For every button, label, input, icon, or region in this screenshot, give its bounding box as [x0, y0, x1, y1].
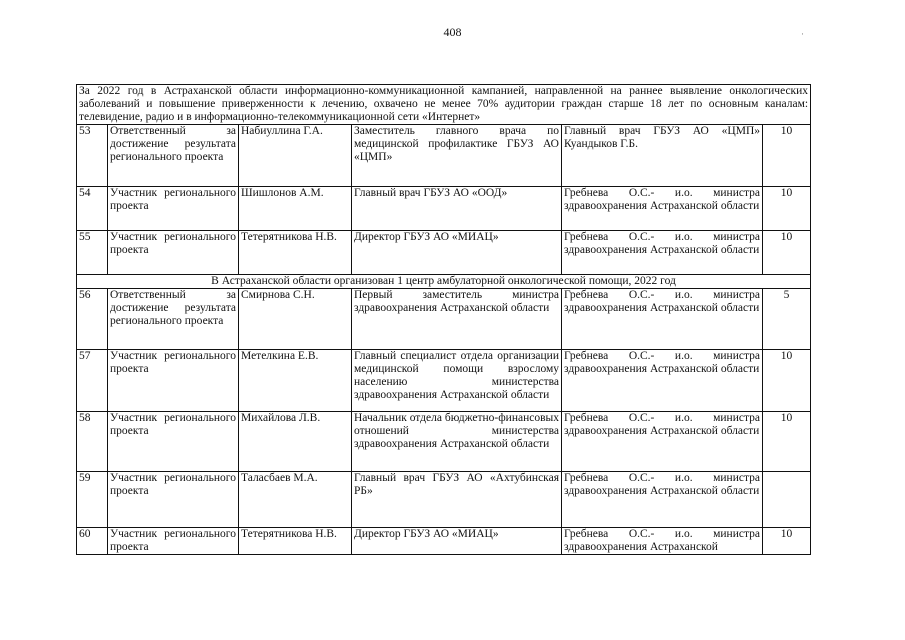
row-role: Участник регионального проекта	[108, 472, 239, 528]
row-responsible: Гребнева О.С.- и.о. министра здравоохранения Астраханской области	[562, 350, 763, 412]
row-role: Ответственный за достижение результата регионального проекта	[108, 125, 239, 187]
row-name: Тетерятникова Н.В.	[239, 528, 352, 555]
table-row	[77, 125, 811, 187]
row-position: Главный врач ГБУЗ АО «Ахтубинская РБ»	[352, 472, 562, 528]
row-position: Главный врач ГБУЗ АО «ООД»	[352, 187, 562, 231]
section-row	[77, 275, 811, 289]
row-role: Участник регионального проекта	[108, 231, 239, 275]
table-row	[77, 412, 811, 472]
row-score: 10	[763, 231, 811, 275]
table-row	[77, 187, 811, 231]
row-position: Директор ГБУЗ АО «МИАЦ»	[352, 231, 562, 275]
row-position: Начальник отдела бюджетно-финансовых отношений министерства здравоохранения Астраханской области	[352, 412, 562, 472]
row-score: 10	[763, 528, 811, 555]
row-name: Набиуллина Г.А.	[239, 125, 352, 187]
row-number: 53	[77, 125, 108, 187]
row-name: Шишлонов А.М.	[239, 187, 352, 231]
table-row	[77, 350, 811, 412]
row-position: Директор ГБУЗ АО «МИАЦ»	[352, 528, 562, 555]
row-number: 55	[77, 231, 108, 275]
header-row	[77, 85, 811, 125]
row-responsible: Гребнева О.С.- и.о. министра здравоохранения Астраханской области	[562, 231, 763, 275]
row-name: Тетерятникова Н.В.	[239, 231, 352, 275]
row-number: 58	[77, 412, 108, 472]
row-name: Михайлова Л.В.	[239, 412, 352, 472]
section-title: В Астраханской области организован 1 центр амбулаторной онкологической помощи, 2022 год	[77, 275, 811, 289]
row-score: 10	[763, 412, 811, 472]
row-role: Участник регионального проекта	[108, 350, 239, 412]
row-responsible: Гребнева О.С.- и.о. министра здравоохранения Астраханской области	[562, 289, 763, 350]
row-role: Ответственный за достижение результата регионального проекта	[108, 289, 239, 350]
row-name: Метелкина Е.В.	[239, 350, 352, 412]
corner-mark: ·	[801, 29, 804, 39]
row-role: Участник регионального проекта	[108, 412, 239, 472]
row-responsible: Гребнева О.С.- и.о. министра здравоохранения Астраханской области	[562, 187, 763, 231]
row-number: 60	[77, 528, 108, 555]
row-score: 10	[763, 350, 811, 412]
row-score	[763, 472, 811, 528]
table-row	[77, 528, 811, 555]
table-row	[77, 231, 811, 275]
row-number: 57	[77, 350, 108, 412]
row-role: Участник регионального проекта	[108, 187, 239, 231]
row-responsible: Главный врач ГБУЗ АО «ЦМП» Куандыков Г.Б.	[562, 125, 763, 187]
row-responsible: Гребнева О.С.- и.о. министра здравоохранения Астраханской	[562, 528, 763, 555]
table-row	[77, 289, 811, 350]
table-row	[77, 472, 811, 528]
row-score: 5	[763, 289, 811, 350]
page-number: 408	[443, 25, 462, 39]
row-score: 10	[763, 125, 811, 187]
header-text: За 2022 год в Астраханской области информационно-коммуникационной кампанией, направленной на раннее выявление онкологических заболеваний и повышение приверженности к лечению, охвачено не менее 70% аудитории граждан старше 18 лет по основным каналам: телевидение, радио и в информационно-телекоммуникационной сети «Интернет»	[77, 85, 811, 125]
row-number: 59	[77, 472, 108, 528]
row-score: 10	[763, 187, 811, 231]
row-number: 54	[77, 187, 108, 231]
row-name: Смирнова С.Н.	[239, 289, 352, 350]
participants-table	[76, 84, 811, 555]
row-name: Таласбаев М.А.	[239, 472, 352, 528]
row-position: Заместитель главного врача по медицинской профилактике ГБУЗ АО «ЦМП»	[352, 125, 562, 187]
row-responsible: Гребнева О.С.- и.о. министра здравоохранения Астраханской области	[562, 472, 763, 528]
row-position: Главный специалист отдела организации медицинской помощи взрослому населению министерства здравоохранения Астраханской области	[352, 350, 562, 412]
row-number: 56	[77, 289, 108, 350]
row-position: Первый заместитель министра здравоохранения Астраханской области	[352, 289, 562, 350]
row-responsible: Гребнева О.С.- и.о. министра здравоохранения Астраханской области	[562, 412, 763, 472]
row-role: Участник регионального проекта	[108, 528, 239, 555]
